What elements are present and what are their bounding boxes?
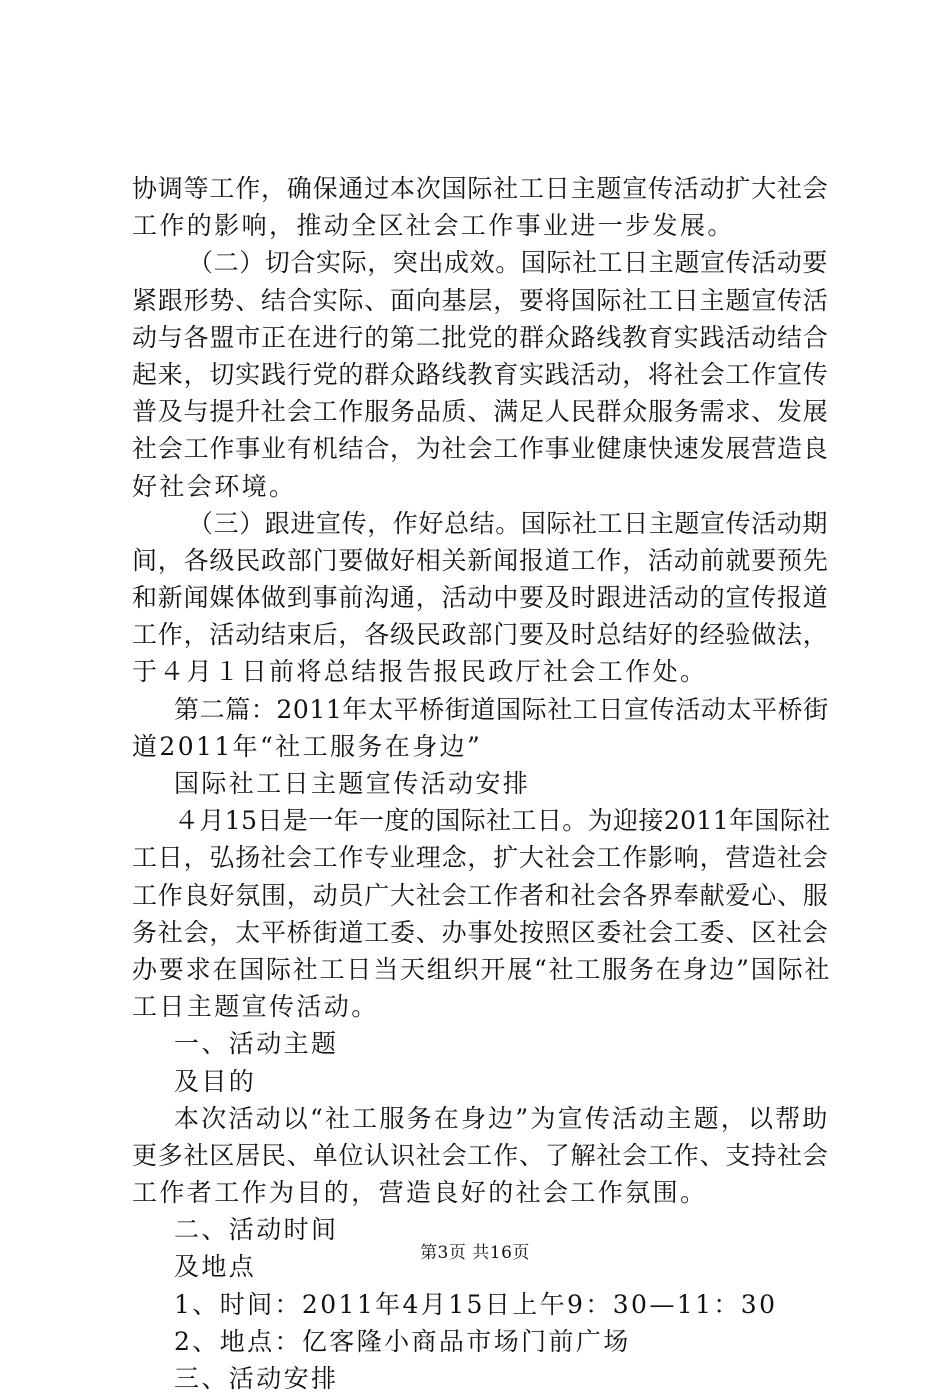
- section-heading: 三、活动安排: [174, 1364, 339, 1393]
- text-line: 更多社区居民、单位认识社会工作、了解社会工作、支持社会: [132, 1140, 829, 1170]
- text-line: 动与各盟市正在进行的第二批党的群众路线教育实践活动结合: [132, 322, 829, 352]
- text-line: 协调等工作，确保通过本次国际社工日主题宣传活动扩大社会: [132, 174, 829, 203]
- text-line: 工日，弘扬社会工作专业理念，扩大社会工作影响，营造社会: [132, 843, 829, 873]
- text-line: 社会工作事业有机结合，为社会工作事业健康快速发展营造良: [132, 434, 829, 464]
- text-line: 务社会，太平桥街道工委、办事处按照区委社会工委、区社会: [132, 917, 829, 947]
- text-line: 道2011年“社工服务在身边”: [132, 731, 483, 761]
- list-item: 1、时间：2011年4月15日上午9：30—11：30: [174, 1289, 778, 1319]
- section-heading: 及目的: [174, 1066, 257, 1096]
- text-line: （三）跟进宣传，作好总结。国际社工日主题宣传活动期: [188, 508, 829, 538]
- text-line: ４月15日是一年一度的国际社工日。为迎接2011年国际社: [174, 806, 831, 836]
- text-line: 于４月１日前将总结报告报民政厅社会工作处。: [132, 657, 708, 687]
- text-line: 好社会环境。: [132, 471, 297, 501]
- section-heading: 第二篇：2011年太平桥街道国际社工日宣传活动太平桥街: [174, 694, 829, 724]
- text-line: 本次活动以“社工服务在身边”为宣传活动主题，以帮助: [174, 1103, 830, 1133]
- text-line: 普及与提升社会工作服务品质、满足人民群众服务需求、发展: [132, 397, 829, 427]
- section-heading: 二、活动时间: [174, 1215, 339, 1245]
- document-body: [132, 170, 832, 1397]
- text-line: 工作，活动结束后，各级民政部门要及时总结好的经验做法，: [132, 620, 829, 650]
- text-line: 工作者工作为目的，营造良好的社会工作氛围。: [132, 1178, 708, 1208]
- text-line: 工日主题宣传活动。: [132, 992, 379, 1022]
- page-footer: 第3页 共16页: [420, 1243, 530, 1263]
- list-item: 2、地点：亿客隆小商品市场门前广场: [174, 1326, 631, 1356]
- text-line: 起来，切实践行党的群众路线教育实践活动，将社会工作宣传: [132, 359, 829, 389]
- text-line: （二）切合实际，突出成效。国际社工日主题宣传活动要: [188, 248, 829, 278]
- text-line: 紧跟形势、结合实际、面向基层，要将国际社工日主题宣传活: [132, 285, 829, 315]
- section-heading: 及地点: [174, 1252, 257, 1282]
- subsection-title: 国际社工日主题宣传活动安排: [174, 769, 531, 798]
- section-heading: 一、活动主题: [174, 1029, 339, 1059]
- text-line: 办要求在国际社工日当天组织开展“社工服务在身边”国际社: [132, 954, 832, 984]
- text-line: 工作良好氛围，动员广大社会工作者和社会各界奉献爱心、服: [132, 880, 829, 910]
- text-line: 间，各级民政部门要做好相关新闻报道工作，活动前就要预先: [132, 545, 829, 575]
- text-line: 和新闻媒体做到事前沟通，活动中要及时跟进活动的宣传报道: [132, 583, 829, 613]
- text-line: 工作的影响，推动全区社会工作事业进一步发展。: [132, 211, 735, 241]
